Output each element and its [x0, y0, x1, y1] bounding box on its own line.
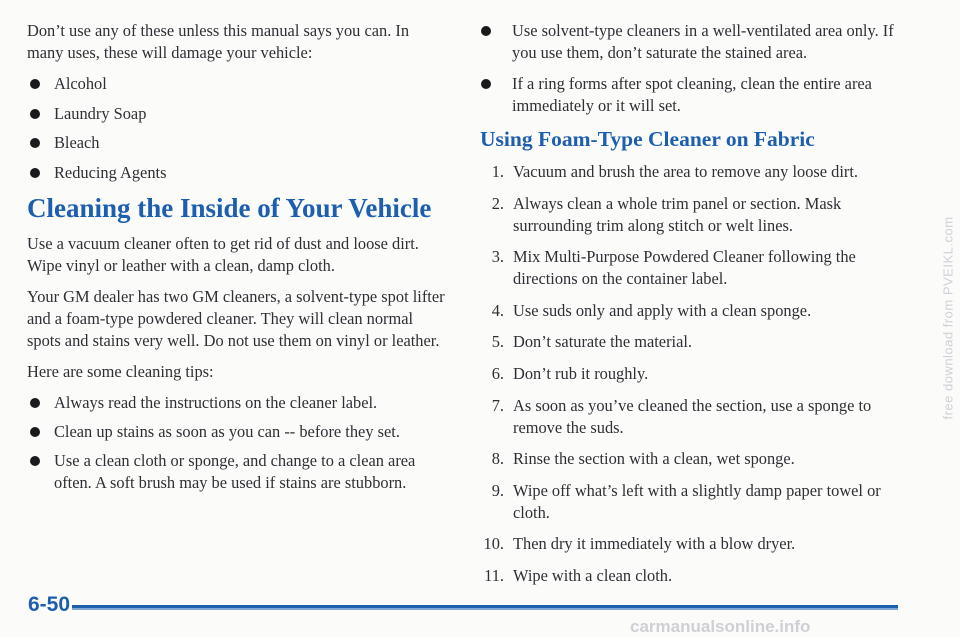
list-item: Always read the instructions on the cleaner label.	[27, 392, 447, 414]
list-item: Reducing Agents	[27, 162, 447, 184]
bullet-icon	[30, 168, 40, 178]
list-item: Alcohol	[27, 73, 447, 95]
intro-paragraph: Don’t use any of these unless this manual says you can. In many uses, these will damage your vehicle:	[27, 21, 410, 62]
step-text: Wipe off what’s left with a slightly damp paper towel or cloth.	[513, 480, 881, 522]
watermark-text: free download from PVEIKL.com	[940, 216, 956, 420]
side-watermark	[936, 0, 960, 637]
bullet-icon	[481, 26, 491, 36]
step-number: 3.	[491, 247, 504, 267]
list-item: Bleach	[27, 132, 447, 154]
bullet-icon	[30, 109, 40, 119]
step-number: 9.	[491, 480, 504, 500]
step-text: Rinse the section with a clean, wet sponge.	[513, 449, 795, 469]
step-text: Use suds only and apply with a clean sponge.	[513, 300, 812, 320]
list-item: Laundry Soap	[27, 103, 447, 125]
list-item	[480, 395, 900, 439]
bullet-icon	[30, 398, 40, 408]
list-item	[480, 363, 900, 385]
right-column	[480, 20, 900, 597]
paragraph: Use a vacuum cleaner often to get rid of dust and loose dirt. Wipe vinyl or leather with a clean, damp cloth.	[27, 233, 419, 275]
step-number: 5.	[491, 332, 504, 352]
paragraph: Here are some cleaning tips:	[27, 361, 214, 381]
list-item	[480, 193, 900, 237]
step-number: 8.	[491, 449, 504, 469]
list-item: Clean up stains as soon as you can -- before they set.	[27, 421, 447, 443]
step-number: 6.	[491, 363, 504, 383]
section-heading: Using Foam-Type Cleaner on Fabric	[480, 127, 815, 151]
step-number: 10.	[483, 534, 504, 554]
page-number: 6-50	[28, 593, 71, 616]
list-item	[480, 161, 900, 183]
list-item	[480, 300, 900, 322]
bullet-icon	[30, 138, 40, 148]
list-item	[480, 448, 900, 470]
step-number: 7.	[491, 395, 504, 415]
list-item	[480, 533, 900, 555]
paragraph: Your GM dealer has two GM cleaners, a solvent-type spot lifter and a foam-type powdered cleaner. They will clean normal spots and stains very well. Do not use them on vinyl or leather.	[27, 286, 445, 350]
step-number: 4.	[491, 300, 504, 320]
left-column	[27, 20, 447, 501]
step-text: Mix Multi-Purpose Powdered Cleaner following the directions on the container label.	[513, 247, 856, 289]
list-item	[480, 565, 900, 587]
step-text: Then dry it immediately with a blow dryer.	[513, 534, 796, 554]
step-number: 2.	[491, 193, 504, 213]
bottom-watermark: carmanualsonline.info	[630, 617, 811, 636]
step-text: As soon as you’ve cleaned the section, use a sponge to remove the suds.	[513, 395, 872, 437]
list-item: Use solvent-type cleaners in a well-ventilated area only. If you use them, don’t saturate the stained area.	[480, 20, 900, 64]
list-item	[480, 331, 900, 353]
bullet-icon	[481, 79, 491, 89]
page-footer	[0, 590, 960, 620]
step-text: Always clean a whole trim panel or section. Mask surrounding trim along stitch or welt lines.	[513, 193, 842, 235]
step-number: 11.	[484, 565, 504, 585]
bullet-icon	[30, 427, 40, 437]
footer-rule	[72, 605, 898, 610]
list-item: If a ring forms after spot cleaning, clean the entire area immediately or it will set.	[480, 73, 900, 117]
list-item	[480, 246, 900, 290]
step-text: Don’t saturate the material.	[513, 332, 693, 352]
section-heading: Cleaning the Inside of Your Vehicle	[27, 192, 432, 223]
step-number: 1.	[491, 162, 504, 181]
bullet-icon	[30, 456, 40, 466]
step-text: Wipe with a clean cloth.	[513, 565, 673, 585]
step-text: Don’t rub it roughly.	[513, 363, 649, 383]
list-item	[480, 480, 900, 524]
bullet-icon	[30, 79, 40, 89]
list-item: Use a clean cloth or sponge, and change to a clean area often. A soft brush may be used if stains are stubborn.	[27, 450, 447, 494]
step-text: Vacuum and brush the area to remove any loose dirt.	[513, 162, 859, 181]
